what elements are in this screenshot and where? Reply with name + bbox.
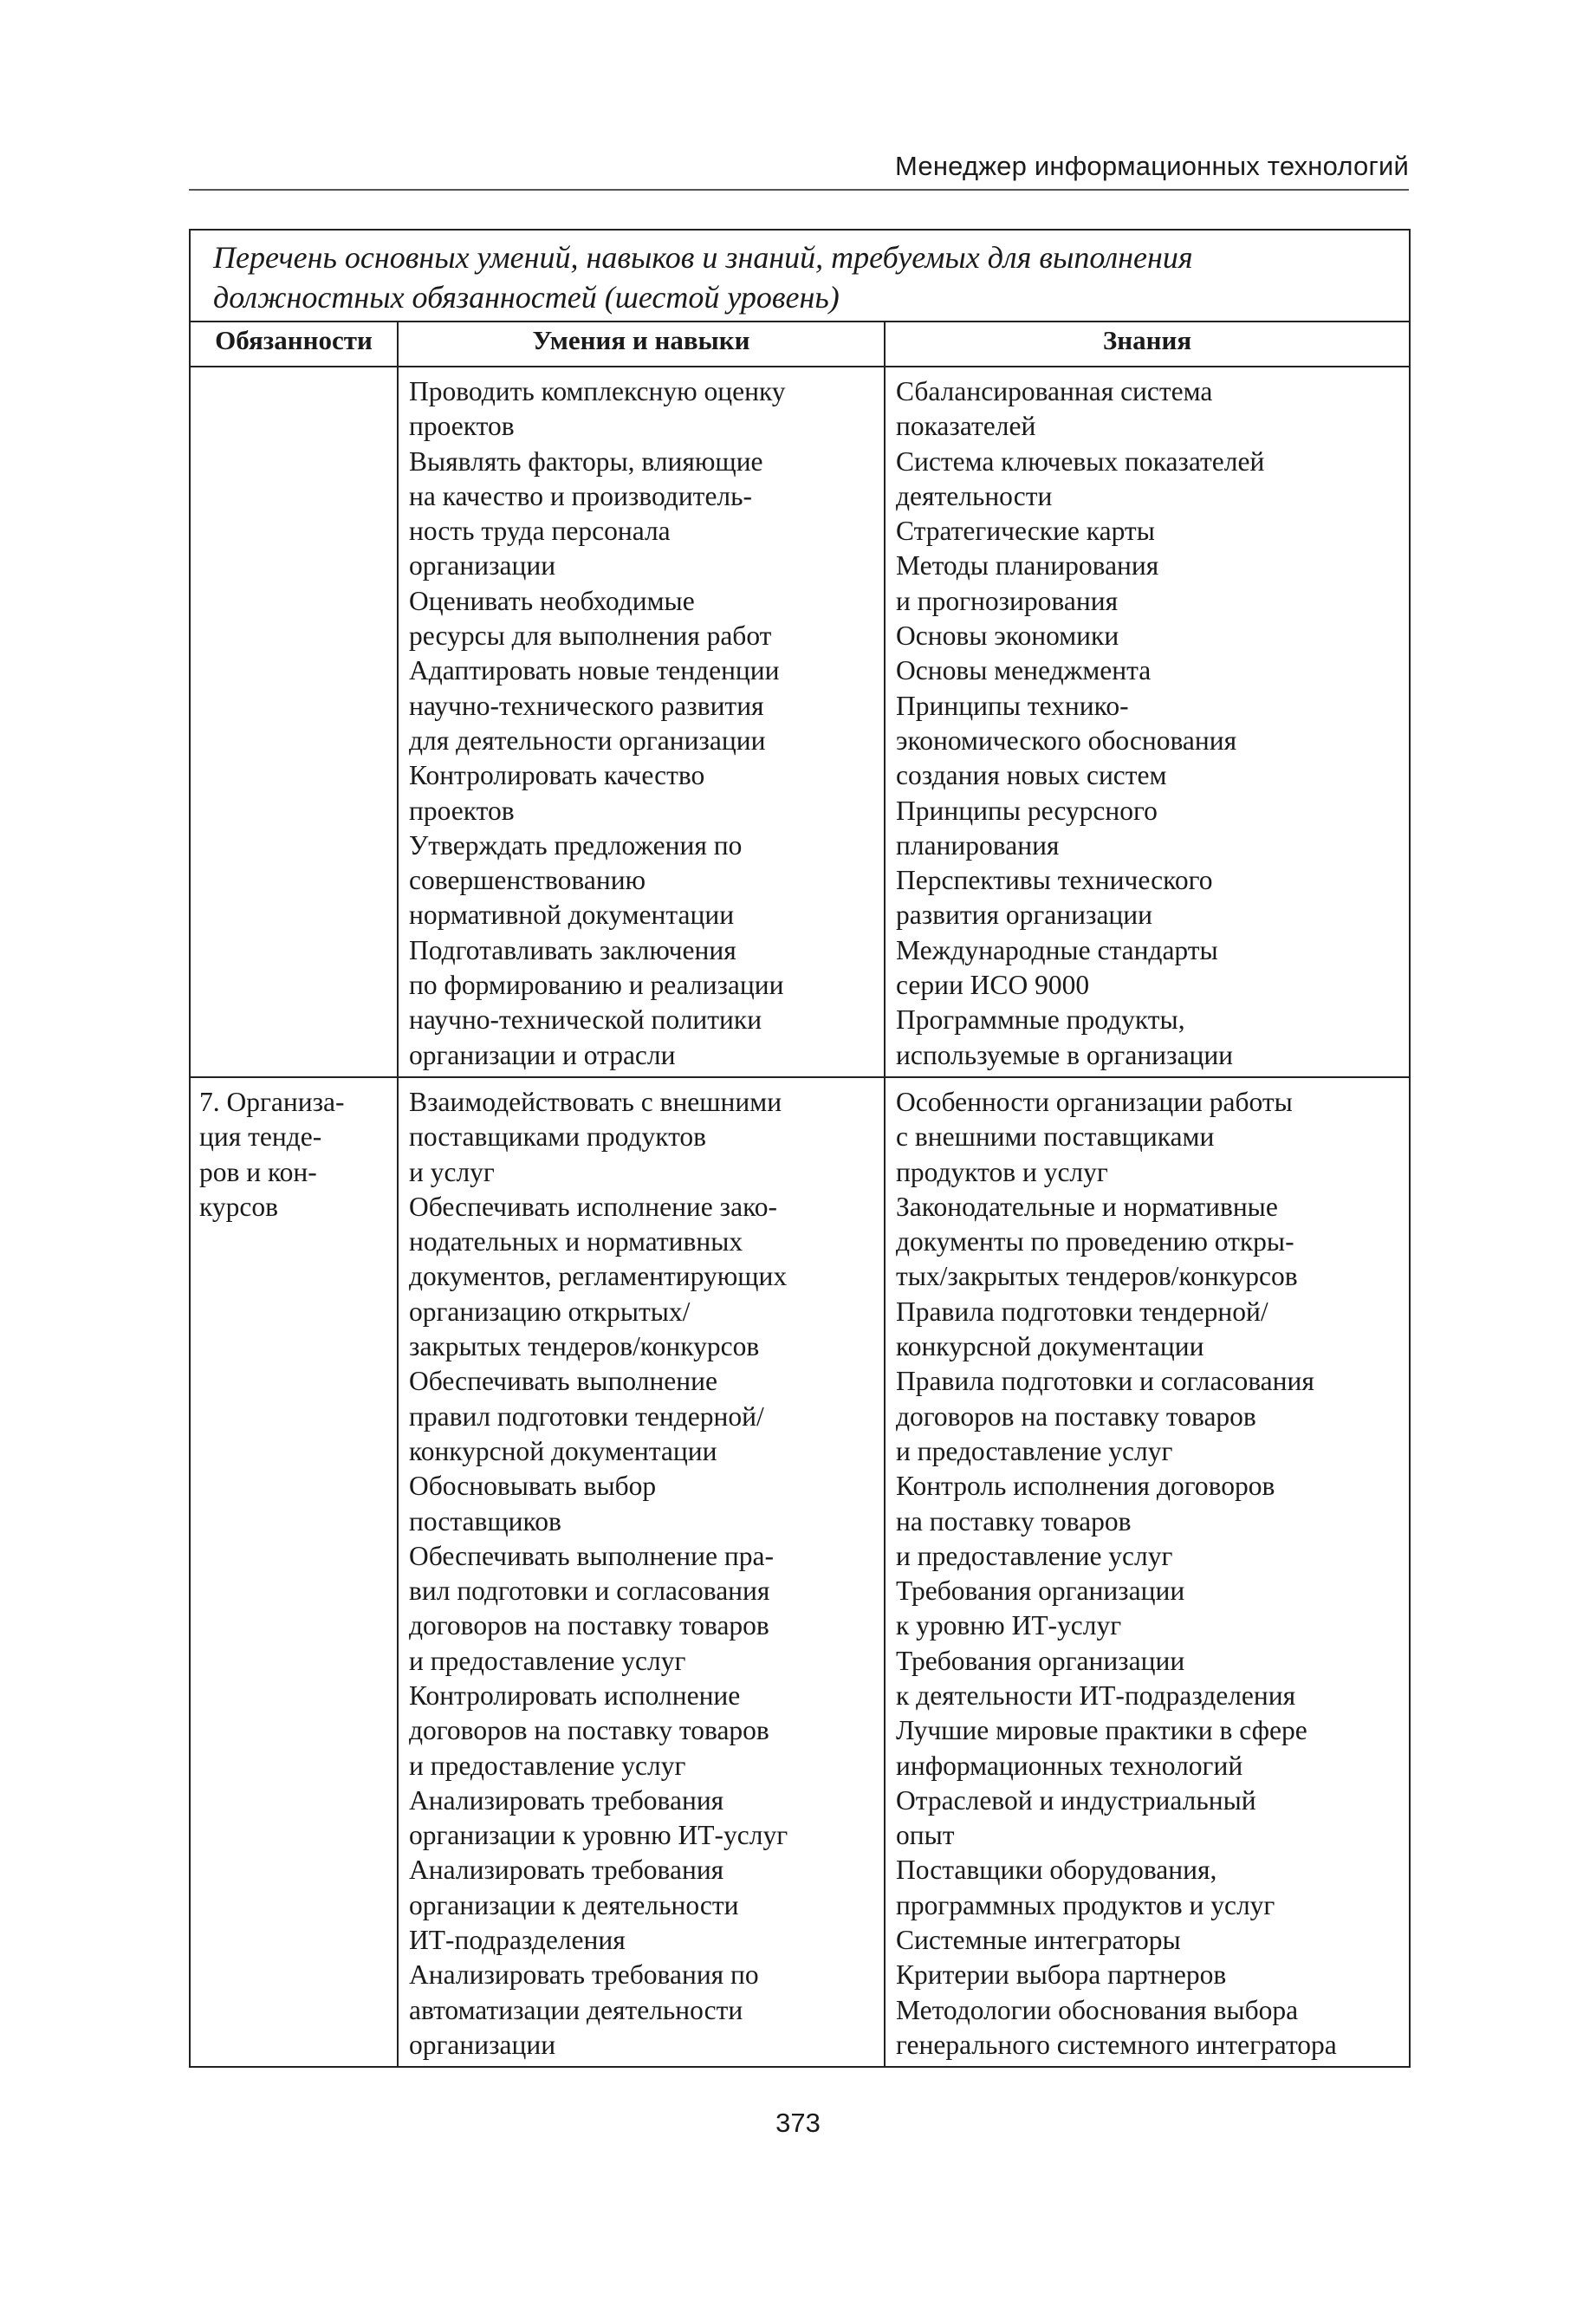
page-number: 373 xyxy=(775,2108,821,2138)
caption-row xyxy=(190,230,1410,322)
knowledge-cell: Сбалансированная система показателей Система ключевых показателей деятельности Стратегические карты Методы планирования и прогнозирования Основы экономики Основы менеджмента Принципы технико- экономического обоснования создания новых систем Принципы ресурсного планирования Перспективы технического развития организации Международные стандарты серии ИСО 9000 Программные продукты, используемые в организации xyxy=(885,367,1410,1077)
table-row xyxy=(190,367,1410,1077)
table-caption: Перечень основных умений, навыков и знаний, требуемых для выполнения должностных обязанностей (шестой уровень) xyxy=(190,230,1410,322)
header-row xyxy=(190,322,1410,367)
knowledge-cell: Особенности организации работы с внешними поставщиками продуктов и услуг Законодательные и нормативные документы по проведению откры- тых/закрытых тендеров/конкурсов Правила подготовки тендерной/ конкурсной документации Правила подготовки и согласования договоров на поставку товаров и предоставление услуг Контроль исполнения договоров на поставку товаров и предоставление услуг Требования организации к уровню ИТ-услуг Требования организации к деятельности ИТ-подразделения Лучшие мировые практики в сфере информационных технологий Отраслевой и индустриальный опыт Поставщики оборудования, программных продуктов и услуг Системные интеграторы Критерии выбора партнеров Методологии обоснования выбора генерального системного интегратора xyxy=(885,1077,1410,2067)
column-header-skills: Умения и навыки xyxy=(398,322,885,367)
duty-cell: 7. Организа- ция тенде- ров и кон- курсов xyxy=(190,1077,398,2067)
table-row xyxy=(190,1077,1410,2067)
skills-cell: Взаимодействовать с внешними поставщиками продуктов и услуг Обеспечивать исполнение зако- нодательных и нормативных документов, регламентирующих организацию открытых/ закрытых тендеров/конкурсов Обеспечивать выполнение правил подготовки тендерной/ конкурсной документации Обосновывать выбор поставщиков Обеспечивать выполнение пра- вил подготовки и согласования договоров на поставку товаров и предоставление услуг Контролировать исполнение договоров на поставку товаров и предоставление услуг Анализировать требования организации к уровню ИТ-услуг Анализировать требования организации к деятельности ИТ-подразделения Анализировать требования по автоматизации деятельности организации xyxy=(398,1077,885,2067)
competency-table xyxy=(189,229,1411,2068)
skills-cell: Проводить комплексную оценку проектов Выявлять факторы, влияющие на качество и производитель- ность труда персонала организации Оценивать необходимые ресурсы для выполнения работ Адаптировать новые тенденции научно-технического развития для деятельности организации Контролировать качество проектов Утверждать предложения по совершенствованию нормативной документации Подготавливать заключения по формированию и реализации научно-технической политики организации и отрасли xyxy=(398,367,885,1077)
column-header-knowledge: Знания xyxy=(885,322,1410,367)
column-header-duties: Обязанности xyxy=(190,322,398,367)
running-title: Менеджер информационных технологий xyxy=(895,151,1409,181)
running-header xyxy=(189,147,1409,191)
duty-cell xyxy=(190,367,398,1077)
